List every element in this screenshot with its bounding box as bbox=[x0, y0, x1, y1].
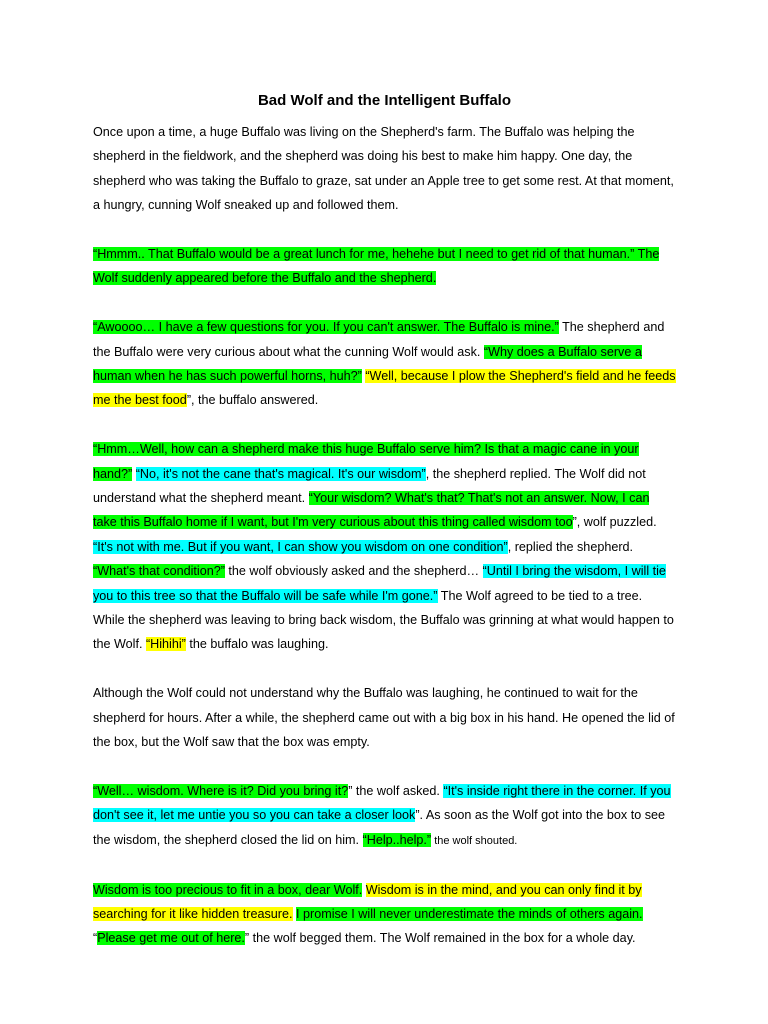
text-span-plain: , replied the shepherd. bbox=[507, 539, 634, 554]
text-span-green-highlight: “Awoooo… I have a few questions for you. If you can't answer. The Buffalo is mine.” bbox=[93, 320, 559, 335]
text-span-plain: Once upon a time, a huge Buffalo was living on the Shepherd's farm. The Buffalo was helping the shepherd in the fieldwork, and the shepherd was doing his best to make him happy. One day, the shepherd who was taking the Buffalo to graze, sat under an Apple tree to get some rest. At that moment, a hungry, cunning Wolf sneaked up and followed them. bbox=[93, 125, 674, 213]
text-span-cyan-highlight: “It's not with me. But if you want, I can show you wisdom on one condition” bbox=[93, 539, 508, 554]
text-span-plain: ”, wolf puzzled. bbox=[572, 515, 657, 530]
text-span-plain: The Wolf agreed to be tied to a tree. While the shepherd was leaving to bring back wisdom, the Buffalo was grinning at what would happen to the Wolf. bbox=[93, 588, 674, 652]
text-span-plain: ”. As soon as the Wolf got into the box to see the wisdom, the shepherd closed the lid on him. bbox=[93, 808, 666, 847]
text-span-green-highlight: I promise I will never underestimate the minds of others again. bbox=[296, 906, 643, 921]
story-paragraph bbox=[93, 437, 676, 657]
text-span-green-highlight: “What's that condition?” bbox=[93, 564, 225, 579]
text-span-plain: ”, the buffalo answered. bbox=[186, 393, 319, 408]
text-span-green-highlight: “Well… wisdom. Where is it? Did you bring it? bbox=[93, 783, 349, 798]
text-span-yellow-highlight: “Well, because I plow the Shepherd's field and he feeds me the best food bbox=[93, 369, 676, 408]
text-span-plain: ” the wolf asked. bbox=[348, 783, 444, 798]
text-span-plain: , the shepherd replied. The Wolf did not understand what the shepherd meant. bbox=[93, 466, 646, 506]
text-span-cyan-highlight: “Until I bring the wisdom, I will tie you to this tree so that the Buffalo will be safe while I'm gone.” bbox=[93, 564, 666, 603]
story-paragraph bbox=[93, 315, 676, 413]
text-span-green-highlight: “Hmmm.. That Buffalo would be a great lunch for me, hehehe but I need to get rid of that human.” The Wolf suddenly appeared before the Buffalo and the shepherd. bbox=[93, 247, 660, 286]
text-span-green-highlight: “Why does a Buffalo serve a human when he has such powerful horns, huh?” bbox=[93, 344, 642, 384]
text-span-green-highlight: “Hmm…Well, how can a shepherd make this huge Buffalo serve him? Is that a magic cane in your hand?” bbox=[93, 442, 639, 481]
text-span-plain: the buffalo was laughing. bbox=[185, 637, 329, 652]
text-span-green-highlight: “Your wisdom? What's that? That's not an answer. Now, I can take this Buffalo home if I want, but I'm very curious about this thing called wisdom too bbox=[93, 491, 650, 530]
story-title: Bad Wolf and the Intelligent Buffalo bbox=[257, 92, 512, 109]
text-span-yellow-highlight: Wisdom is in the mind, and you can only find it by searching for it like hidden treasure. bbox=[93, 882, 642, 921]
text-span-plain: ” the wolf begged them. The Wolf remained in the box for a whole day. bbox=[244, 931, 636, 946]
story-paragraph bbox=[93, 878, 676, 951]
text-span-green-highlight: “Help..help.” bbox=[362, 832, 432, 847]
text-span-green-highlight: Please get me out of here. bbox=[97, 931, 245, 946]
text-span-cyan-highlight: “No, it's not the cane that's magical. It's our wisdom” bbox=[135, 466, 426, 481]
text-span-plain: Although the Wolf could not understand why the Buffalo was laughing, he continued to wait for the shepherd for hours. After a while, the shepherd came out with a big box in his hand. He opened the lid of the box, but the Wolf saw that the box was empty. bbox=[93, 686, 675, 750]
story-paragraph bbox=[93, 120, 676, 218]
text-span-plain: “ bbox=[93, 931, 98, 946]
story-paragraph bbox=[93, 681, 676, 754]
text-span-plain: The shepherd and the Buffalo were very curious about what the cunning Wolf would ask. bbox=[93, 320, 665, 359]
text-span-yellow-highlight: “Hihihi” bbox=[145, 637, 186, 652]
text-span-plain: the wolf shouted. bbox=[431, 834, 518, 847]
story-paragraph bbox=[93, 242, 676, 291]
story-body bbox=[93, 120, 676, 951]
story-paragraph bbox=[93, 779, 676, 853]
text-span-plain: the wolf obviously asked and the shepherd… bbox=[224, 564, 483, 579]
text-span-green-highlight: Wisdom is too precious to fit in a box, dear Wolf. bbox=[93, 882, 363, 897]
text-span-cyan-highlight: “It's inside right there in the corner. If you don't see it, let me untie you so you can take a closer look bbox=[93, 783, 671, 823]
